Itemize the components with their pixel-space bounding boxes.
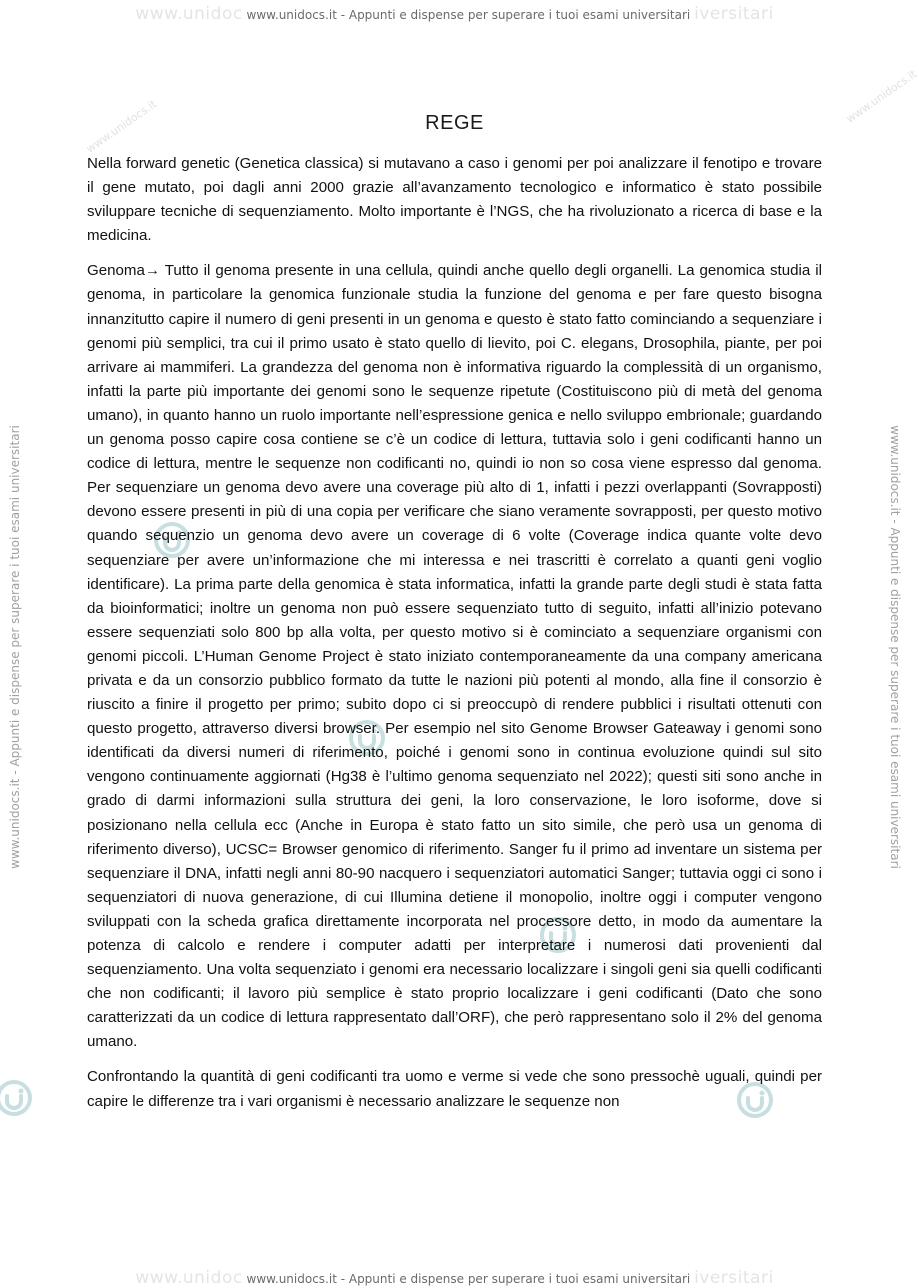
paragraph: Genoma→ Tutto il genoma presente in una cellula, quindi anche quello degli organelli. La genomica studia il genoma, in particolare la genomica funzionale studia la funzione del genoma e per fare questo bisogna innanzitutto capire il numero di geni presenti in un genoma e questo è stato fatto cominciando a sequenziare i genomi più semplici, tra cui il primo usato è stato quello di lievito, poi C. elegans, Drosophila, piante, per poi arrivare ai mammiferi. La grandezza del genoma non è informativa riguardo la complessità di un organismo, infatti la parte più importante dei genomi sono le sequenze ripetute (Costituiscono più di metà del genoma umano), in quanto hanno un ruolo importante nell’espressione genica e nello sviluppo embrionale; guardando un genoma posso capire cosa contiene se c’è un codice di lettura, tuttavia solo i geni codificanti hanno un codice di lettura, mentre le sequenze non codificanti no, quindi io non so cosa viene espresso dal genoma. Per sequenziare un genoma devo avere una coverage più alto di 1, infatti i pezzi overlappanti (Sovrapposti) devono essere presenti in più di una copia per verificare che siano veramente sovrapposti, per questo motivo quando sequenzio un genoma devo avere un coverage di 6 volte (Coverage indica quante volte devo sequenziare per avere un’informazione che mi interessa e nei trascritti è correlato a quanti geni voglio identificare). La prima parte della genomica è stata informatica, infatti la grande parte degli studi è stata fatta da bioinformatici; inoltre un genoma non può essere sequenziato tutto di seguito, infatti all’inizio potevano essere sequenziati solo 800 bp alla volta, per questo motivo si è cominciato a sequenziare organismi con genomi piccoli. L’Human Genome Project è stato iniziato contemporaneamente da una company americana privata e da un consorzio pubblico formato da tutte le nazioni più potenti al mondo, alla fine il consorzio è riuscito a finire il progetto per primo; subito dopo ci si preoccupò di rendere pubblici i risultati ottenuti con questo progetto, attraverso diversi browser. Per esempio nel sito Genome Browser Gateaway i genomi sono identificati da diversi numeri di riferimento, poiché i genomi sono in continua evoluzione quindi sul sito vengono continuamente aggiornati (Hg38 è l’ultimo genoma sequenziato nel 2022); questi siti sono anche in grado di darmi informazioni sulla struttura dei geni, la loro conservazione, le loro isoforme, dove si posizionano nella cellula ecc (Anche in Europa è stato fatto un sito simile, che però usa un genoma di riferimento diverso), UCSC= Browser genomico di riferimento. Sanger fu il primo ad inventare un sistema per sequenziare il DNA, infatti negli anni 80-90 nacquero i sequenziatori automatici Sanger; tuttavia oggi ci sono i sequenziatori di nuova generazione, di cui Illumina detiene il monopolio, inoltre oggi i computer vengono sviluppati con la scheda grafica direttamente incorporata nel processore detto, in modo da aumentare la potenza di calcolo e rendere i computer adatti per interpretare i numerosi dati provenienti dal sequenziamento. Una volta sequenziato i genomi era necessario localizzare i singoli geni sia quelli codificanti che non codificanti; il lavoro più semplice è stato proprio localizzare i geni codificanti (Dato che sono caratterizzati da un codice di lettura rappresentato dall’ORF), che però rappresentano solo il 2% del genoma umano. [87,262,822,1051]
unidocs-logo-icon [0,1078,34,1118]
footer-watermark [0,1268,909,1288]
left-side-watermark: www.unidocs.it - Appunti e dispense per superare i tuoi esami universitari [8,425,22,869]
header-watermark-text: www.unidocs.it - Appunti e dispense per superare i tuoi esami universitari [246,8,691,22]
paragraph: Confrontando la quantità di geni codificanti tra uomo e verme si vede che sono pressochè uguali, quindi per capire le differenze tra i vari organismi è necessario analizzare le sequenze non [87,1068,822,1110]
footer-ghost-left: www.unidoc [135,1268,243,1288]
header-ghost-right: iversitari [694,4,774,24]
document-body [87,152,822,1114]
right-side-watermark: www.unidocs.it - Appunti e dispense per superare i tuoi esami universitari [888,425,902,869]
footer-ghost-right: iversitari [694,1268,774,1288]
diagonal-watermark-1: www.unidocs.it [83,97,160,156]
document-title: REGE [425,112,484,134]
paragraph: Nella forward genetic (Genetica classica) si mutavano a caso i genomi per poi analizzare il fenotipo e trovare il gene mutato, poi dagli anni 2000 grazie all’avanzamento tecnologico e informatico è stato possibile sviluppare tecniche di sequenziamento. Molto importante è l’NGS, che ha rivoluzionato a ricerca di base e la medicina. [87,155,822,245]
header-watermark [0,4,909,24]
header-ghost-left: www.unidoc [135,4,243,24]
diagonal-watermark-2: www.unidocs.it [843,67,919,126]
footer-watermark-text: www.unidocs.it - Appunti e dispense per superare i tuoi esami universitari [246,1272,691,1286]
